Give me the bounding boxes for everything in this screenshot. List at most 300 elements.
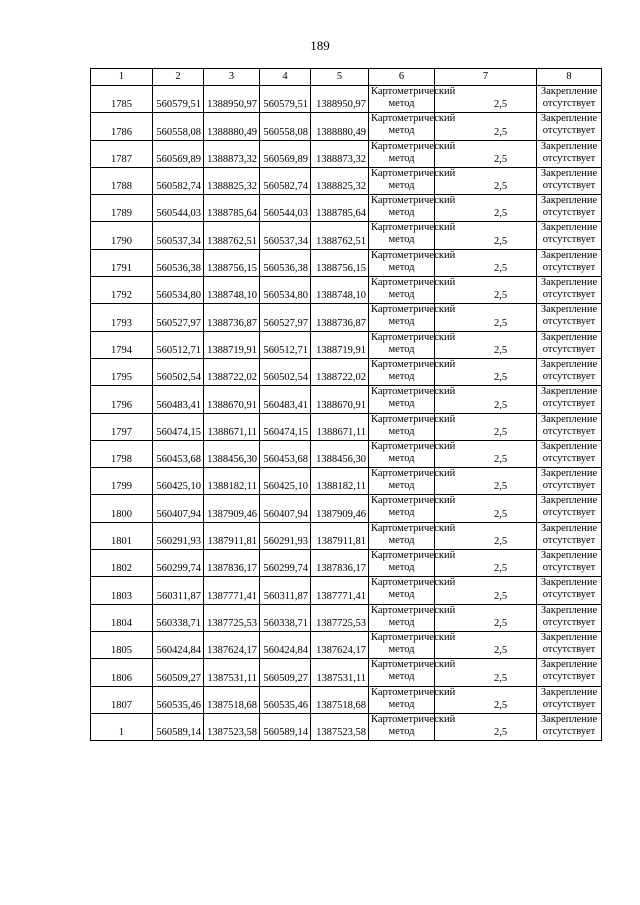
fixation-cell [537,495,602,522]
column-header: 7 [435,69,537,86]
accuracy-cell: 2,5 [435,277,537,304]
y-coordinate-cell: 1387725,53 [204,604,260,631]
y-coordinate-cell: 1387909,46 [311,495,369,522]
fixation-line: Закрепление [540,440,598,452]
column-header: 1 [91,69,153,86]
point-number-cell: 1789 [91,195,153,222]
x-coordinate-cell: 560299,74 [153,550,204,577]
accuracy-cell: 2,5 [435,550,537,577]
x-coordinate-cell: 560425,10 [260,468,311,495]
method-line: Картометрический [371,277,456,289]
accuracy-cell: 2,5 [435,413,537,440]
y-coordinate-cell: 1388785,64 [311,195,369,222]
point-number-cell: 1797 [91,413,153,440]
fixation-cell [537,631,602,658]
y-coordinate-cell: 1388785,64 [204,195,260,222]
x-coordinate-cell: 560424,84 [153,631,204,658]
point-number-cell: 1 [91,713,153,740]
method-cell [369,277,456,304]
fixation-cell [537,249,602,276]
fixation-line: отсутствует [542,671,596,683]
fixation-line: отсутствует [542,261,596,273]
fixation-cell [537,413,602,440]
method-line: метод [388,207,415,219]
method-line: метод [388,425,415,437]
fixation-line: отсутствует [542,725,596,737]
fixation-line: отсутствует [542,398,596,410]
y-coordinate-cell: 1388719,91 [204,331,260,358]
point-number-cell: 1805 [91,631,153,658]
fixation-line: отсутствует [542,370,596,382]
method-line: метод [388,398,415,410]
point-number-cell: 1799 [91,468,153,495]
method-cell [369,713,456,740]
y-coordinate-cell: 1388670,91 [311,386,369,413]
x-coordinate-cell: 560453,68 [260,440,311,467]
fixation-line: отсутствует [542,480,596,492]
accuracy-cell: 2,5 [435,440,537,467]
fixation-cell [537,358,602,385]
fixation-line: отсутствует [542,562,596,574]
fixation-line: Закрепление [540,522,598,534]
point-number-cell: 1786 [91,113,153,140]
accuracy-cell: 2,5 [435,577,537,604]
method-cell [369,331,456,358]
method-cell [369,249,456,276]
fixation-line: Закрепление [540,631,598,643]
x-coordinate-cell: 560425,10 [153,468,204,495]
fixation-line: Закрепление [540,331,598,343]
fixation-line: отсутствует [542,98,596,109]
method-cell [369,659,456,686]
accuracy-cell: 2,5 [435,659,537,686]
fixation-line: Закрепление [540,577,598,589]
method-line: метод [388,616,415,628]
x-coordinate-cell: 560534,80 [153,277,204,304]
method-cell [369,413,456,440]
y-coordinate-cell: 1388762,51 [204,222,260,249]
method-line: Картометрический [371,413,456,425]
fixation-cell [537,550,602,577]
table-row [91,222,602,249]
point-number-cell: 1794 [91,331,153,358]
fixation-cell [537,140,602,167]
x-coordinate-cell: 560512,71 [260,331,311,358]
method-line: Картометрический [371,195,456,207]
fixation-cell [537,331,602,358]
method-line: Картометрический [371,140,456,152]
method-line: метод [388,643,415,655]
column-header: 3 [204,69,260,86]
method-line: метод [388,261,415,273]
point-number-cell: 1795 [91,358,153,385]
y-coordinate-cell: 1387836,17 [204,550,260,577]
method-line: метод [388,671,415,683]
method-line: метод [388,152,415,164]
x-coordinate-cell: 560589,14 [260,713,311,740]
method-line: Картометрический [371,222,456,234]
x-coordinate-cell: 560544,03 [153,195,204,222]
y-coordinate-cell: 1388736,87 [204,304,260,331]
table-row [91,140,602,167]
point-number-cell: 1796 [91,386,153,413]
x-coordinate-cell: 560502,54 [153,358,204,385]
method-line: Картометрический [371,386,456,398]
y-coordinate-cell: 1387523,58 [204,713,260,740]
table-row [91,413,602,440]
fixation-line: Закрепление [540,358,598,370]
x-coordinate-cell: 560512,71 [153,331,204,358]
x-coordinate-cell: 560291,93 [260,522,311,549]
method-line: Картометрический [371,522,456,534]
method-line: Картометрический [371,686,456,698]
method-cell [369,86,456,113]
method-line: Картометрический [371,713,456,725]
method-line: метод [388,480,415,492]
accuracy-cell: 2,5 [435,495,537,522]
method-cell [369,222,456,249]
x-coordinate-cell: 560569,89 [260,140,311,167]
table-row [91,440,602,467]
fixation-line: Закрепление [540,304,598,316]
table-row [91,249,602,276]
method-cell [369,495,456,522]
point-number-cell: 1800 [91,495,153,522]
method-cell [369,140,456,167]
method-line: Картометрический [371,113,456,125]
fixation-cell [537,713,602,740]
table-row [91,659,602,686]
accuracy-cell: 2,5 [435,249,537,276]
y-coordinate-cell: 1387518,68 [204,686,260,713]
point-number-cell: 1788 [91,167,153,194]
y-coordinate-cell: 1387531,11 [204,659,260,686]
y-coordinate-cell: 1388748,10 [204,277,260,304]
point-number-cell: 1793 [91,304,153,331]
method-cell [369,631,456,658]
table-row [91,167,602,194]
fixation-line: отсутствует [542,289,596,301]
x-coordinate-cell: 560569,89 [153,140,204,167]
accuracy-cell: 2,5 [435,222,537,249]
method-line: метод [388,589,415,601]
method-line: Картометрический [371,604,456,616]
method-cell [369,195,456,222]
method-cell [369,167,456,194]
y-coordinate-cell: 1388873,32 [311,140,369,167]
method-line: Картометрический [371,167,456,179]
x-coordinate-cell: 560535,46 [153,686,204,713]
table-row [91,304,602,331]
fixation-cell [537,440,602,467]
fixation-line: Закрепление [540,277,598,289]
accuracy-cell: 2,5 [435,686,537,713]
method-cell [369,440,456,467]
fixation-line: Закрепление [540,222,598,234]
fixation-line: отсутствует [542,152,596,164]
method-cell [369,468,456,495]
fixation-cell [537,167,602,194]
fixation-line: Закрепление [540,468,598,480]
fixation-line: отсутствует [542,452,596,464]
fixation-cell [537,659,602,686]
y-coordinate-cell: 1388825,32 [204,167,260,194]
table-row [91,713,602,740]
fixation-line: Закрепление [540,140,598,152]
y-coordinate-cell: 1388182,11 [204,468,260,495]
y-coordinate-cell: 1388756,15 [311,249,369,276]
fixation-line: отсутствует [542,179,596,191]
x-coordinate-cell: 560582,74 [260,167,311,194]
method-cell [369,522,456,549]
y-coordinate-cell: 1387624,17 [311,631,369,658]
method-line: Картометрический [371,631,456,643]
accuracy-cell: 2,5 [435,386,537,413]
column-header: 5 [311,69,369,86]
x-coordinate-cell: 560537,34 [260,222,311,249]
method-line: Картометрический [371,331,456,343]
y-coordinate-cell: 1388950,97 [204,86,260,113]
accuracy-cell: 2,5 [435,522,537,549]
table-row [91,686,602,713]
method-cell [369,113,456,140]
y-coordinate-cell: 1388671,11 [204,413,260,440]
table-row [91,358,602,385]
x-coordinate-cell: 560544,03 [260,195,311,222]
fixation-line: Закрепление [540,686,598,698]
y-coordinate-cell: 1388748,10 [311,277,369,304]
fixation-line: Закрепление [540,604,598,616]
x-coordinate-cell: 560579,51 [260,86,311,113]
method-cell [369,686,456,713]
method-cell [369,550,456,577]
point-number-cell: 1785 [91,86,153,113]
fixation-line: Закрепление [540,713,598,725]
fixation-line: Закрепление [540,195,598,207]
accuracy-cell: 2,5 [435,140,537,167]
x-coordinate-cell: 560483,41 [260,386,311,413]
y-coordinate-cell: 1388950,97 [311,86,369,113]
method-cell [369,577,456,604]
method-line: метод [388,698,415,710]
x-coordinate-cell: 560534,80 [260,277,311,304]
method-line: Картометрический [371,358,456,370]
method-line: метод [388,562,415,574]
method-line: Картометрический [371,550,456,562]
accuracy-cell: 2,5 [435,304,537,331]
fixation-line: отсутствует [542,589,596,601]
method-line: метод [388,507,415,519]
y-coordinate-cell: 1388722,02 [311,358,369,385]
method-line: метод [388,234,415,246]
fixation-cell [537,113,602,140]
method-cell [369,304,456,331]
fixation-line: Закрепление [540,86,598,97]
table-row [91,522,602,549]
accuracy-cell: 2,5 [435,713,537,740]
column-header: 6 [369,69,435,86]
table-row [91,604,602,631]
y-coordinate-cell: 1387624,17 [204,631,260,658]
table-row [91,631,602,658]
x-coordinate-cell: 560589,14 [153,713,204,740]
method-line: метод [388,725,415,737]
method-line: Картометрический [371,659,456,671]
x-coordinate-cell: 560536,38 [260,249,311,276]
y-coordinate-cell: 1388880,49 [311,113,369,140]
method-cell [369,386,456,413]
x-coordinate-cell: 560558,08 [153,113,204,140]
accuracy-cell: 2,5 [435,604,537,631]
fixation-line: отсутствует [542,643,596,655]
fixation-cell [537,686,602,713]
x-coordinate-cell: 560558,08 [260,113,311,140]
method-line: Картометрический [371,468,456,480]
column-header: 8 [537,69,602,86]
x-coordinate-cell: 560509,27 [260,659,311,686]
column-header: 2 [153,69,204,86]
accuracy-cell: 2,5 [435,86,537,113]
method-cell [369,604,456,631]
y-coordinate-cell: 1388456,30 [311,440,369,467]
point-number-cell: 1804 [91,604,153,631]
method-line: метод [388,452,415,464]
fixation-cell [537,277,602,304]
header-row [91,69,602,86]
y-coordinate-cell: 1387771,41 [204,577,260,604]
x-coordinate-cell: 560424,84 [260,631,311,658]
fixation-line: Закрепление [540,113,598,125]
x-coordinate-cell: 560474,15 [153,413,204,440]
method-line: Картометрический [371,86,456,97]
x-coordinate-cell: 560338,71 [260,604,311,631]
table-row [91,331,602,358]
point-number-cell: 1787 [91,140,153,167]
y-coordinate-cell: 1387911,81 [204,522,260,549]
method-line: Картометрический [371,577,456,589]
y-coordinate-cell: 1387909,46 [204,495,260,522]
table-row [91,86,602,113]
x-coordinate-cell: 560474,15 [260,413,311,440]
x-coordinate-cell: 560483,41 [153,386,204,413]
x-coordinate-cell: 560582,74 [153,167,204,194]
fixation-line: Закрепление [540,167,598,179]
y-coordinate-cell: 1388736,87 [311,304,369,331]
point-number-cell: 1807 [91,686,153,713]
method-line: Картометрический [371,440,456,452]
table-row [91,386,602,413]
point-number-cell: 1791 [91,249,153,276]
table-row [91,277,602,304]
fixation-cell [537,304,602,331]
x-coordinate-cell: 560311,87 [260,577,311,604]
table-row [91,577,602,604]
method-line: метод [388,289,415,301]
x-coordinate-cell: 560338,71 [153,604,204,631]
method-line: метод [388,179,415,191]
x-coordinate-cell: 560527,97 [153,304,204,331]
fixation-line: отсутствует [542,125,596,137]
y-coordinate-cell: 1388719,91 [311,331,369,358]
y-coordinate-cell: 1387531,11 [311,659,369,686]
fixation-line: отсутствует [542,316,596,328]
method-cell [369,358,456,385]
table-row [91,550,602,577]
y-coordinate-cell: 1388456,30 [204,440,260,467]
y-coordinate-cell: 1388756,15 [204,249,260,276]
x-coordinate-cell: 560407,94 [153,495,204,522]
fixation-line: Закрепление [540,659,598,671]
x-coordinate-cell: 560502,54 [260,358,311,385]
x-coordinate-cell: 560311,87 [153,577,204,604]
fixation-line: отсутствует [542,616,596,628]
fixation-line: Закрепление [540,249,598,261]
fixation-line: отсутствует [542,425,596,437]
y-coordinate-cell: 1387523,58 [311,713,369,740]
y-coordinate-cell: 1387518,68 [311,686,369,713]
fixation-cell [537,604,602,631]
fixation-cell [537,386,602,413]
method-line: метод [388,98,415,109]
point-number-cell: 1790 [91,222,153,249]
method-line: метод [388,370,415,382]
table-row [91,195,602,222]
accuracy-cell: 2,5 [435,331,537,358]
x-coordinate-cell: 560509,27 [153,659,204,686]
x-coordinate-cell: 560291,93 [153,522,204,549]
x-coordinate-cell: 560535,46 [260,686,311,713]
point-number-cell: 1801 [91,522,153,549]
method-line: метод [388,125,415,137]
y-coordinate-cell: 1388880,49 [204,113,260,140]
y-coordinate-cell: 1388670,91 [204,386,260,413]
y-coordinate-cell: 1388722,02 [204,358,260,385]
accuracy-cell: 2,5 [435,631,537,658]
y-coordinate-cell: 1388182,11 [311,468,369,495]
table-row [91,495,602,522]
fixation-line: Закрепление [540,386,598,398]
y-coordinate-cell: 1388873,32 [204,140,260,167]
y-coordinate-cell: 1388825,32 [311,167,369,194]
accuracy-cell: 2,5 [435,358,537,385]
fixation-line: Закрепление [540,550,598,562]
fixation-line: Закрепление [540,495,598,507]
fixation-line: Закрепление [540,413,598,425]
x-coordinate-cell: 560299,74 [260,550,311,577]
y-coordinate-cell: 1388762,51 [311,222,369,249]
fixation-cell [537,522,602,549]
point-number-cell: 1802 [91,550,153,577]
point-number-cell: 1806 [91,659,153,686]
fixation-line: отсутствует [542,507,596,519]
y-coordinate-cell: 1387771,41 [311,577,369,604]
table-row [91,113,602,140]
fixation-cell [537,195,602,222]
x-coordinate-cell: 560537,34 [153,222,204,249]
point-number-cell: 1803 [91,577,153,604]
y-coordinate-cell: 1387725,53 [311,604,369,631]
method-line: Картометрический [371,249,456,261]
method-line: метод [388,343,415,355]
fixation-cell [537,577,602,604]
fixation-line: отсутствует [542,343,596,355]
coordinates-table [90,68,602,741]
x-coordinate-cell: 560536,38 [153,249,204,276]
method-line: Картометрический [371,495,456,507]
accuracy-cell: 2,5 [435,195,537,222]
accuracy-cell: 2,5 [435,113,537,140]
point-number-cell: 1792 [91,277,153,304]
